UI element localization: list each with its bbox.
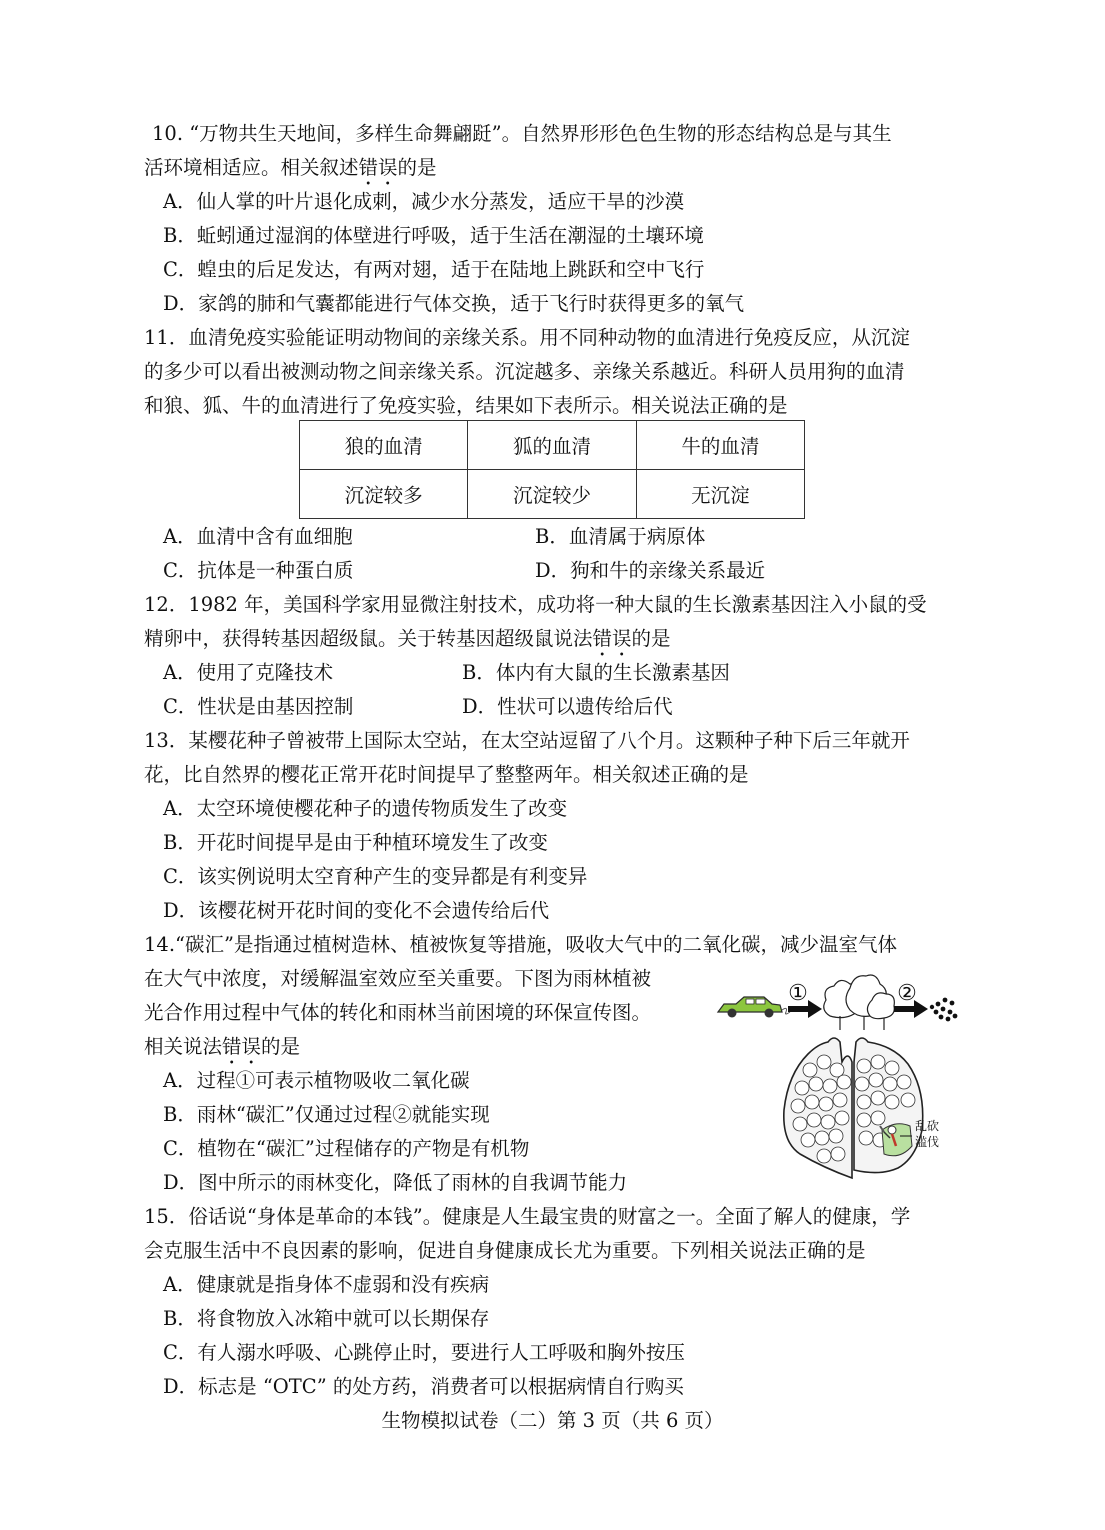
q12-option-b: B．体内有大鼠的生长激素基因 bbox=[462, 661, 730, 684]
q10-option-b: B．蚯蚓通过湿润的体壁进行呼吸，适于生活在潮湿的土壤环境 bbox=[163, 224, 704, 247]
q10-option-d: D．家鸽的肺和气囊都能进行气体交换，适于飞行时获得更多的氧气 bbox=[163, 292, 745, 315]
figure-caption-line2: 滥伐 bbox=[915, 1135, 940, 1149]
q13-option-a: A．太空环境使樱花种子的遗传物质发生了改变 bbox=[163, 797, 568, 820]
serum-table bbox=[299, 420, 805, 519]
q12-option-d: D．性状可以遗传给后代 bbox=[462, 695, 673, 718]
table-header-cell: 狐的血清 bbox=[468, 421, 636, 470]
q12-stem-line1: 12．1982 年，美国科学家用显微注射技术，成功将一种大鼠的生长激素基因注入小鼠的受 bbox=[144, 593, 927, 616]
q15-option-a: A．健康就是指身体不虚弱和没有疾病 bbox=[163, 1273, 490, 1296]
q14-emphasis: 错误 bbox=[222, 1035, 262, 1058]
q11-option-b: B．血清属于病原体 bbox=[535, 525, 706, 548]
q12-option-c: C．性状是由基因控制 bbox=[163, 695, 354, 718]
process-1-label: ① bbox=[788, 981, 808, 1006]
q15-stem-line2: 会克服生活中不良因素的影响，促进自身健康成长尤为重要。下列相关说法正确的是 bbox=[144, 1239, 866, 1262]
page-footer: 生物模拟试卷（二）第 3 页（共 6 页） bbox=[381, 1409, 724, 1432]
table-header-cell: 狼的血清 bbox=[300, 421, 468, 470]
figure-caption-line1: 乱砍 bbox=[915, 1119, 940, 1133]
gas-particles-icon bbox=[930, 998, 958, 1022]
q14-stem-line3: 光合作用过程中气体的转化和雨林当前困境的环保宣传图。 bbox=[144, 1001, 652, 1024]
q10-stem-line1: 10. “万物共生天地间，多样生命舞翩跹”。自然界形形色色生物的形态结构总是与其生 bbox=[152, 122, 892, 145]
q10-stem-line2: 活环境相适应。相关叙述错误的是 bbox=[144, 156, 437, 179]
q14-stem-line4: 相关说法错误的是 bbox=[144, 1035, 301, 1058]
q14-option-b: B．雨林“碳汇”仅通过过程②就能实现 bbox=[163, 1103, 490, 1126]
q12-option-a: A．使用了克隆技术 bbox=[163, 661, 334, 684]
q13-stem-line1: 13．某樱花种子曾被带上国际太空站，在太空站逗留了八个月。这颗种子种下后三年就开 bbox=[144, 729, 910, 752]
q15-stem-line1: 15．俗话说“身体是革命的本钱”。健康是人生最宝贵的财富之一。全面了解人的健康，学 bbox=[144, 1205, 911, 1228]
rainforest-lungs-icon bbox=[784, 1038, 923, 1178]
q12-emphasis: 错误 bbox=[592, 627, 632, 650]
table-cell: 沉淀较多 bbox=[300, 470, 468, 519]
q13-option-b: B．开花时间提早是由于种植环境发生了改变 bbox=[163, 831, 548, 854]
q15-option-d: D．标志是 “OTC” 的处方药，消费者可以根据病情自行购买 bbox=[163, 1375, 684, 1398]
q11-stem-line2: 的多少可以看出被测动物之间亲缘关系。沉淀越多、亲缘关系越近。科研人员用狗的血清 bbox=[144, 360, 905, 383]
table-row bbox=[300, 470, 805, 519]
q13-option-c: C．该实例说明太空育种产生的变异都是有利变异 bbox=[163, 865, 588, 888]
q12-stem-line2: 精卵中，获得转基因超级鼠。关于转基因超级鼠说法错误的是 bbox=[144, 627, 671, 650]
q11-option-a: A．血清中含有血细胞 bbox=[163, 525, 353, 548]
q15-option-c: C．有人溺水呼吸、心跳停止时，要进行人工呼吸和胸外按压 bbox=[163, 1341, 685, 1364]
q11-option-d: D．狗和牛的亲缘关系最近 bbox=[535, 559, 766, 582]
trees-icon bbox=[824, 975, 895, 1030]
q14-option-c: C．植物在“碳汇”过程储存的产物是有机物 bbox=[163, 1137, 530, 1160]
q13-stem-line2: 花，比自然界的樱花正常开花时间提早了整整两年。相关叙述正确的是 bbox=[144, 763, 749, 786]
car-icon bbox=[718, 997, 790, 1018]
q11-option-c: C．抗体是一种蛋白质 bbox=[163, 559, 354, 582]
q10-emphasis: 错误 bbox=[358, 156, 398, 179]
carbon-sink-figure bbox=[712, 970, 974, 1180]
q11-stem-line3: 和狼、狐、牛的血清进行了免疫实验，结果如下表所示。相关说法正确的是 bbox=[144, 394, 788, 417]
table-cell: 无沉淀 bbox=[636, 470, 804, 519]
q11-stem-line1: 11．血清免疫实验能证明动物间的亲缘关系。用不同种动物的血清进行免疫反应，从沉淀 bbox=[144, 326, 910, 349]
q14-stem-line2: 在大气中浓度，对缓解温室效应至关重要。下图为雨林植被 bbox=[144, 967, 652, 990]
q10-option-c: C．蝗虫的后足发达，有两对翅，适于在陆地上跳跃和空中飞行 bbox=[163, 258, 705, 281]
q14-stem-line1: 14.“碳汇”是指通过植树造林、植被恢复等措施，吸收大气中的二氧化碳，减少温室气体 bbox=[144, 933, 897, 956]
q13-option-d: D．该樱花树开花时间的变化不会遗传给后代 bbox=[163, 899, 550, 922]
process-2-label: ② bbox=[897, 981, 917, 1006]
q15-option-b: B．将食物放入冰箱中就可以长期保存 bbox=[163, 1307, 490, 1330]
table-cell: 沉淀较少 bbox=[468, 470, 636, 519]
table-row bbox=[300, 421, 805, 470]
q14-option-a: A．过程①可表示植物吸收二氧化碳 bbox=[163, 1069, 470, 1092]
q10-option-a: A．仙人掌的叶片退化成刺，减少水分蒸发，适应干旱的沙漠 bbox=[163, 190, 685, 213]
table-header-cell: 牛的血清 bbox=[636, 421, 804, 470]
q14-option-d: D．图中所示的雨林变化，降低了雨林的自我调节能力 bbox=[163, 1171, 628, 1194]
